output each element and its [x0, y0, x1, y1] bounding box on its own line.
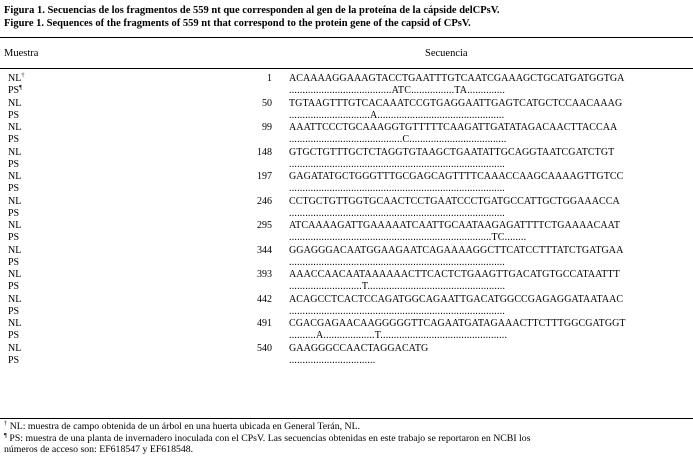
sample-code: PS [8, 109, 20, 121]
sample-label [8, 306, 19, 318]
footnote-ps-continued [4, 444, 690, 456]
sample-code: NL [8, 97, 22, 109]
sequence-text: GTGCTGTTTGCTCTAGGTGTAAGCTGAATATTGCAGGTAATCGATCTGT [289, 146, 615, 158]
sequence-row [0, 220, 693, 232]
sample-code: PS [8, 158, 20, 170]
sample-label [8, 245, 21, 257]
sample-code: NL [8, 318, 22, 329]
sample-label [8, 208, 19, 220]
sequence-text: ................................................................................ [289, 207, 505, 219]
footnote-nl [4, 421, 690, 433]
sample-label [8, 318, 21, 330]
sample-label [8, 147, 21, 159]
sample-code: PS [8, 281, 20, 293]
sequence-text: GAAGGGCCAACTAGGACATG [289, 342, 429, 354]
position-number: 393 [257, 269, 272, 280]
sequence-row [0, 183, 693, 195]
sample-label [8, 257, 19, 269]
sample-label [8, 343, 21, 355]
footnote-mark: † [21, 72, 25, 79]
sequence-text: GAGATATGCTGGGTTTGCGAGCAGTTTTCAAACCAAGCAAAAGTTGTCC [289, 171, 624, 182]
sample-label [8, 294, 21, 306]
sample-code: NL [8, 171, 22, 182]
sequence-text: ACAGCCTCACTCCAGATGGCAGAATTGACATGGCCGAGAGGATAATAAC [289, 293, 624, 305]
sequence-row [0, 196, 693, 208]
sample-label [8, 110, 19, 122]
sequence-text: ......................................ATC................TA.............. [289, 85, 506, 97]
sample-code: NL [8, 146, 22, 158]
sequence-text: ................................................................................ [289, 158, 505, 170]
caption-english: Figure 1. Sequences of the fragments of 559 nt that correspond to the protein gene of the capsid of CPsV. [4, 18, 471, 29]
position-number: 1 [267, 73, 272, 84]
sample-label [8, 159, 19, 171]
sample-code: PS [8, 207, 20, 219]
footnote-text: NL: muestra de campo obtenida de un árbol en una huerta ubicada en General Terán, NL. [9, 421, 361, 432]
sequence-row [0, 257, 693, 269]
sample-code: NL [8, 244, 22, 256]
sequence-text: CGACGAGAACAAGGGGGTTCAGAATGATAGAAACTTCTTTGGCGATGGT [289, 318, 626, 329]
sequence-row [0, 330, 693, 342]
sequence-row [0, 85, 693, 97]
sequence-row [0, 232, 693, 244]
position-number: 50 [262, 97, 272, 109]
sample-label [8, 85, 22, 97]
sequence-text: ................................................................................ [289, 305, 505, 317]
sequence-row [0, 171, 693, 183]
sequence-row [0, 245, 693, 257]
sequence-row [0, 306, 693, 318]
sequence-row [0, 343, 693, 355]
position-number: 99 [262, 122, 272, 133]
bottom-rule [0, 418, 693, 419]
footnote-mark: ¶ [19, 84, 23, 92]
position-number: 540 [257, 342, 272, 354]
sample-label [8, 281, 19, 293]
sample-code: PS [8, 232, 20, 244]
header-sample: Muestra [4, 48, 39, 59]
position-number: 295 [257, 220, 272, 231]
position-number: 491 [257, 318, 272, 329]
sample-label [8, 196, 21, 208]
top-rule [0, 37, 693, 38]
sample-code: PS [8, 256, 20, 268]
sample-label [8, 355, 19, 367]
sample-code: PS [8, 134, 20, 146]
position-number: 148 [257, 146, 272, 158]
footnote-text: PS: muestra de una planta de invernadero inoculada con el CPsV. Las secuencias obtenidas en este trabajo se reportaron en NCBI los [9, 432, 531, 444]
sequence-row [0, 159, 693, 171]
sequence-row [0, 122, 693, 134]
sequence-row [0, 281, 693, 293]
sample-code: PS [8, 183, 20, 195]
caption-spanish: Figura 1. Secuencias de los fragmentos de 559 nt que corresponden al gen de la proteína de la cápside delCPsV. [4, 5, 500, 16]
sequence-text: AAACCAACAATAAAAAACTTCACTCTGAAGTTGACATGTGCCATAATTT [289, 269, 620, 280]
footnote-text: números de acceso son: EF618547 y EF618548. [4, 444, 194, 455]
sequence-row [0, 318, 693, 330]
footnote-ps [4, 433, 690, 445]
sample-code: NL [8, 342, 22, 354]
sequence-row [0, 355, 693, 367]
sequence-text: ..........................................C.................................... [289, 134, 507, 146]
sample-label [8, 73, 25, 85]
sequence-row [0, 73, 693, 85]
sample-code: NL [8, 269, 22, 280]
sequence-text: ................................ [289, 354, 376, 366]
header-sequence: Secuencia [425, 48, 468, 59]
sample-code: NL [8, 122, 22, 133]
position-number: 344 [257, 244, 272, 256]
sample-label [8, 220, 21, 232]
sequence-text: AAATTCCCTGCAAAGGTGTTTTTCAAGATTGATATAGACAACTTACCAA [289, 122, 618, 133]
sequence-row [0, 110, 693, 122]
sample-code: PS [8, 85, 20, 97]
sample-label [8, 134, 19, 146]
sequence-row [0, 134, 693, 146]
sample-code: NL [8, 195, 22, 207]
sample-label [8, 330, 19, 342]
sequence-text: CCTGCTGTTGGTGCAACTCCTGAATCCCTGATGCCATTGCTGGAAACCA [289, 195, 620, 207]
sequence-text: ................................................................................ [289, 256, 505, 268]
sequence-text: ...........................................................................TC........ [289, 232, 527, 244]
sequence-text: ...........................T................................................... [289, 281, 506, 293]
footnotes [4, 421, 690, 456]
sample-label [8, 183, 19, 195]
sequence-text: ..............................A............................................... [289, 109, 505, 121]
sequence-text: ................................................................................ [289, 183, 505, 195]
sample-label [8, 122, 21, 134]
sequence-text: GGAGGGACAATGGAAGAATCAGAAAAGGCTTCATCCTTTATCTGATGAA [289, 244, 624, 256]
sample-label [8, 171, 21, 183]
sequence-row [0, 98, 693, 110]
sequence-text: ..........A...................T............................................... [289, 330, 508, 342]
sample-code: PS [8, 354, 20, 366]
sample-code: NL [8, 220, 22, 231]
sample-code: NL [8, 73, 22, 84]
sequence-text: ACAAAAGGAAAGTACCTGAATTTGTCAATCGAAAGCTGCATGATGGTGA [289, 73, 625, 84]
sequence-row [0, 147, 693, 159]
position-number: 246 [257, 195, 272, 207]
footnote-mark: ¶ [4, 431, 7, 439]
sequence-text: TGTAAGTTTGTCACAAATCCGTGAGGAATTGAGTCATGCTCCAACAAAG [289, 97, 623, 109]
sample-code: PS [8, 305, 20, 317]
sample-label [8, 232, 19, 244]
sequence-rows [0, 73, 693, 367]
sequence-text: ATCAAAAGATTGAAAAATCAATTGCAATAAGAGATTTTCTGAAAACAAT [289, 220, 621, 231]
sample-label [8, 98, 21, 110]
sample-label [8, 269, 21, 281]
sequence-row [0, 208, 693, 220]
position-number: 197 [257, 171, 272, 182]
footnote-mark: † [4, 420, 8, 427]
position-number: 442 [257, 293, 272, 305]
header-rule [0, 68, 693, 69]
sample-code: NL [8, 293, 22, 305]
sample-code: PS [8, 330, 20, 342]
sequence-row [0, 294, 693, 306]
sequence-row [0, 269, 693, 281]
